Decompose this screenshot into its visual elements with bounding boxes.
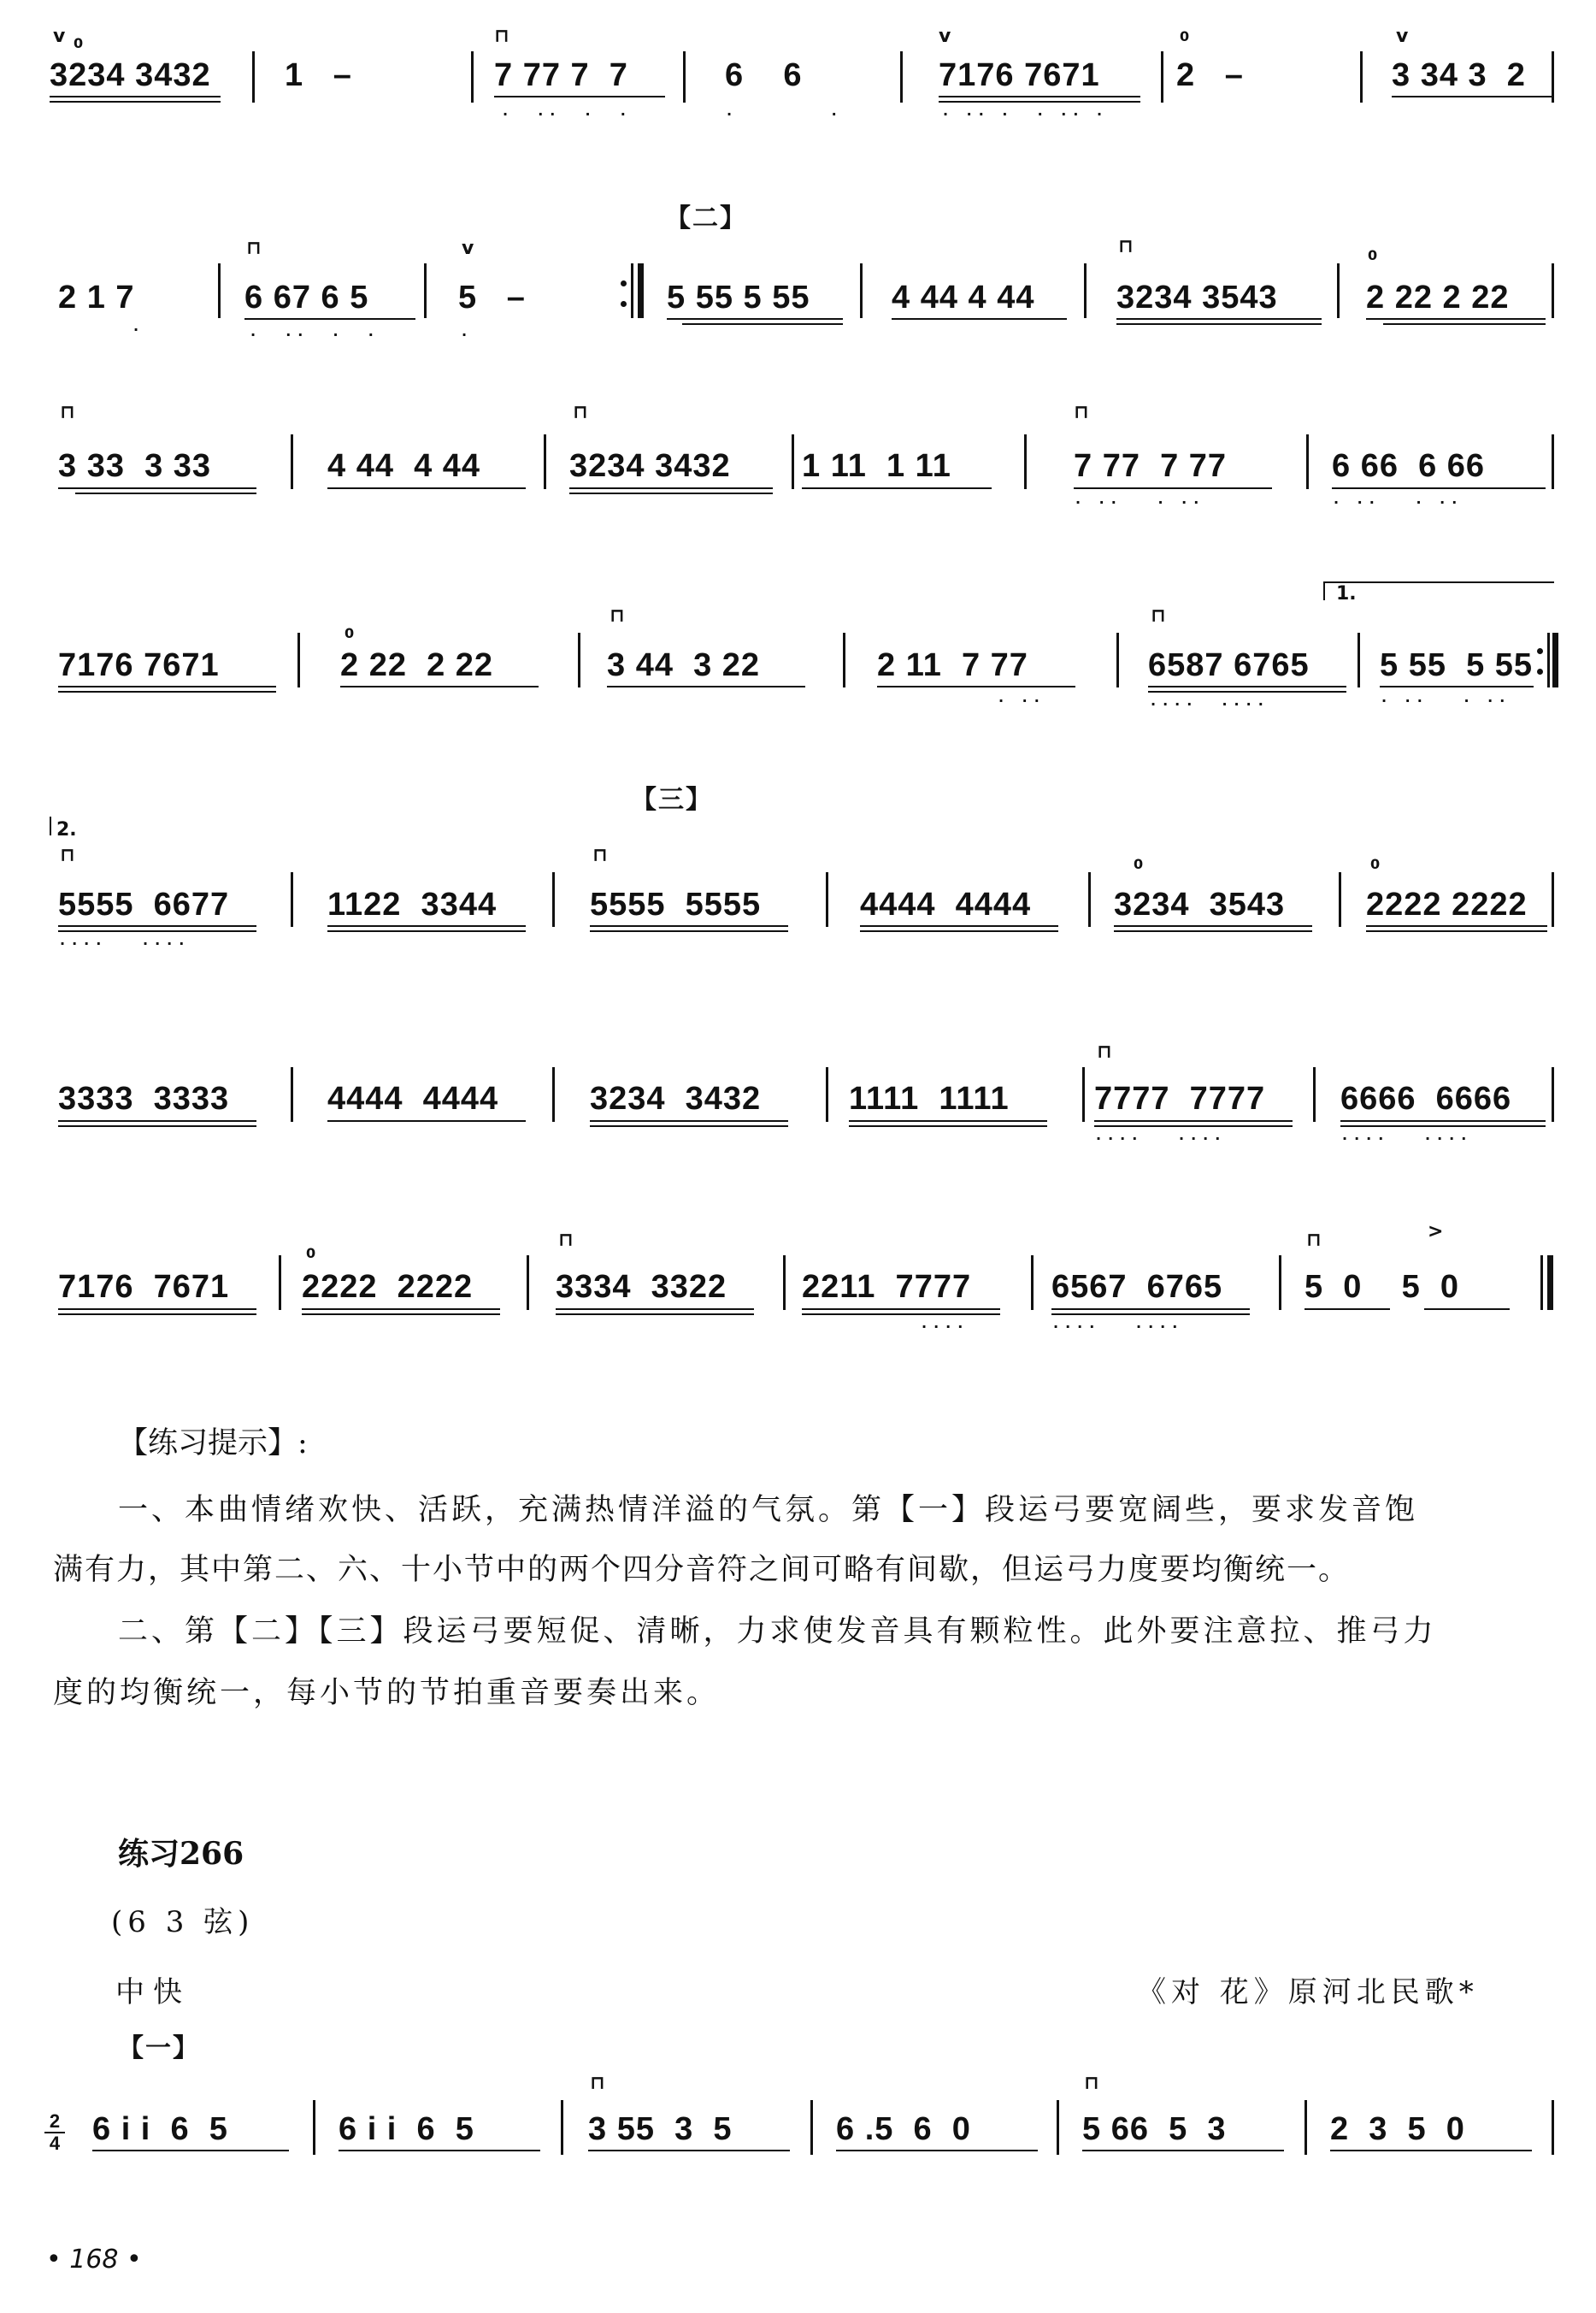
measure: 3 55 3 5 [588,2111,733,2147]
beam-line [1366,930,1547,932]
bow-down-mark: ⊓ [590,2073,605,2094]
bow-down-mark: ⊓ [573,402,588,423]
low-octave-dots: · ·· · ·· [1381,693,1512,709]
measure: 5555 5555 [590,887,762,923]
tips-paragraph-2-line-2: 度的均衡统一，每小节的节拍重音要奏出来。 [53,1676,721,1710]
measure: 7176 7671 [58,1269,230,1305]
measure: 2 22 2 22 [340,647,494,683]
bar-line [1337,263,1340,318]
measure: 6 i i 6 5 [92,2111,228,2147]
measure: 3333 3333 [58,1081,230,1117]
beam-line [1380,686,1534,687]
low-octave-dots: · [462,327,474,343]
bar-line [218,263,221,318]
bar-line [313,2100,315,2155]
bar-line [843,633,845,687]
measure: 7176 7671 [58,647,220,683]
fingering-mark: 0 [1370,856,1381,872]
measure: 5 66 5 3 [1082,2111,1227,2147]
beam-line [1082,2150,1284,2151]
measure: 3 33 3 33 [58,448,212,484]
bar-line [1161,51,1163,103]
bar-line [252,51,255,103]
low-octave-dots: · ·· [998,693,1046,709]
measure: 3 34 3 2 [1392,57,1526,93]
section-label: 【一】 [118,2033,200,2063]
score-system-2 [50,197,1554,368]
bar-line [1116,633,1119,687]
beam-line [588,2150,790,2151]
bar-line [1082,1067,1085,1122]
score-system-6 [50,1026,1554,1197]
repeat-bar-line [1552,633,1558,687]
low-octave-dots: ···· ···· [1342,1130,1474,1147]
tips-paragraph-1-line-1: 一、本曲情绪欢快、活跃，充满热情洋溢的气氛。第【一】段运弓要宽阔些，要求发音饱 [118,1493,1419,1527]
beam-line [58,691,276,693]
bar-line [1540,1255,1543,1310]
fingering-mark: 0 [1180,28,1190,44]
beam-line [58,1125,256,1127]
low-octave-dots: · · [727,106,844,122]
beam-line [802,487,992,489]
volta-number: 2. [56,819,77,841]
low-octave-dots: ···· [922,1319,970,1335]
beam-line [569,493,773,494]
measure: 1 11 1 11 [802,448,951,484]
beam-line [892,318,1067,320]
beam-line [1148,686,1346,687]
tempo-marking: 中快 [115,1975,191,2009]
measure: 3334 3322 [556,1269,727,1305]
measure: 7 77 7 7 [494,57,628,93]
beam-line [50,101,221,103]
measure: 2 1 7 [58,280,135,316]
beam-line [860,930,1058,932]
beam-line [1116,318,1322,320]
low-octave-dots: · ·· · · ·· · [943,106,1110,122]
low-octave-dots: · ·· · ·· [1075,494,1206,510]
measure: 6 67 6 5 [244,280,369,316]
fingering-mark: 0 [1368,247,1378,263]
bar-line [527,1255,529,1310]
volta-bracket [1323,581,1554,583]
beam-line [1340,1125,1546,1127]
low-octave-dots: ···· ···· [60,935,191,952]
measure: 6 .5 6 0 [836,2111,971,2147]
beam-line [1114,925,1312,927]
beam-line [58,487,256,489]
beam-line [590,930,788,932]
beam-line [1114,930,1312,932]
measure: 6666 6666 [1340,1081,1512,1117]
measure: 2 22 2 22 [1366,280,1510,316]
measure: 1111 1111 [849,1081,1010,1117]
bar-line [631,263,633,318]
bow-down-mark: ⊓ [494,26,509,47]
bar-line [544,434,546,489]
bar-line [1552,434,1554,489]
low-octave-dots: · [133,322,146,338]
bar-line [826,872,828,927]
bow-down-mark: ⊓ [1151,605,1166,627]
beam-line [1051,1313,1250,1315]
bar-line [291,872,293,927]
repeat-bar-line [638,263,644,318]
bar-line [1313,1067,1316,1122]
measure: 6587 6765 [1148,647,1310,683]
bar-line [552,1067,555,1122]
measure: 3234 3432 [569,448,731,484]
bow-down-mark: ⊓ [1306,1230,1322,1251]
beam-line [92,2150,289,2151]
bar-line [1306,434,1309,489]
beam-line [1094,1125,1293,1127]
measure: 4444 4444 [860,887,1032,923]
measure: 2 11 7 77 [877,647,1028,683]
repeat-dot [621,280,627,286]
measure: 5 0 5 0 [1304,1269,1459,1305]
measure: 5555 6677 [58,887,230,923]
beam-line [682,323,843,325]
measure: 1 – [285,57,352,93]
bar-line [1057,2100,1059,2155]
bow-down-mark: ⊓ [610,605,625,627]
score-system-4 [50,573,1554,744]
beam-line [1051,1308,1250,1310]
repeat-dot [1537,648,1543,654]
measure: 3 44 3 22 [607,647,761,683]
beam-line [58,1120,256,1122]
repeat-dot [621,301,627,307]
bar-line [291,1067,293,1122]
beam-line [58,686,276,687]
piece-source: 《对 花》原河北民歌* [1137,1975,1479,2009]
measure: 2211 7777 [802,1269,972,1305]
beam-line [1332,487,1546,489]
measure: 3234 3543 [1114,887,1286,923]
bar-line [792,434,794,489]
beam-line [802,1308,1000,1310]
measure: 4 44 4 44 [892,280,1035,316]
volta-number: 1. [1336,583,1357,605]
bar-line [826,1067,828,1122]
bar-line [297,633,300,687]
beam-line [590,1125,788,1127]
bow-up-mark: v [462,238,474,259]
beam-line [939,101,1140,103]
beam-line [556,1308,754,1310]
score-system-3 [50,393,1554,564]
tips-paragraph-2-line-1: 二、第【二】【三】段运弓要短促、清晰，力求使发音具有颗粒性。此外要注意拉、推弓力 [118,1614,1437,1649]
beam-line [58,1313,256,1315]
string-tuning: (6 3 弦) [111,1905,255,1939]
bow-down-mark: ⊓ [246,238,262,259]
bar-line [1304,2100,1307,2155]
beam-line [327,930,526,932]
bar-line [1088,872,1091,927]
bar-line [1547,633,1550,687]
bar-line [900,51,903,103]
time-signature-bottom: 4 [49,2133,61,2154]
measure: 3234 3543 [1116,280,1278,316]
beam-line [302,1308,500,1310]
bar-line [471,51,474,103]
beam-line [327,925,526,927]
beam-line [339,2150,540,2151]
page-number: • 168 • [46,2245,142,2275]
beam-line [327,1120,526,1122]
measure: 2 – [1176,57,1244,93]
beam-line [340,686,539,687]
beam-line [1366,925,1547,927]
measure: 7 77 7 77 [1074,448,1228,484]
exercise-title: 练习266 [118,1836,244,1872]
beam-line [1392,96,1554,97]
beam-line [302,1313,500,1315]
measure: 5 – [458,280,526,316]
bow-down-mark: ⊓ [592,845,608,866]
bar-line [561,2100,563,2155]
volta-bracket [50,817,51,835]
measure: 6 6 [725,57,803,93]
beam-line [1116,323,1322,325]
bar-line [552,872,555,927]
bow-down-mark: ⊓ [1074,402,1089,423]
bar-line [810,2100,813,2155]
bow-down-mark: ⊓ [60,845,75,866]
bar-line [1552,51,1554,103]
beam-line [849,1125,1047,1127]
beam-line [590,1120,788,1122]
bar-line [1084,263,1087,318]
measure: 6 66 6 66 [1332,448,1486,484]
measure: 2222 2222 [302,1269,474,1305]
beam-line [1148,691,1346,693]
beam-line [1340,1120,1546,1122]
bar-line [1552,872,1554,927]
beam-line [590,925,788,927]
score-system-5 [50,778,1554,952]
measure: 1122 3344 [327,887,498,923]
bar-line [683,51,686,103]
bow-down-mark: ⊓ [1084,2073,1099,2094]
score-system-7 [50,1214,1554,1385]
bow-up-mark: v [53,26,66,47]
bar-line [291,434,293,489]
bow-down-mark: ⊓ [1097,1041,1112,1063]
bar-line [1024,434,1027,489]
bar-line [783,1255,786,1310]
fingering-mark: 0 [345,625,355,641]
beam-line [1383,323,1546,325]
beam-line [569,487,773,489]
beam-line [556,1313,754,1315]
beam-line [494,96,665,97]
beam-line [244,318,415,320]
fingering-mark: 0 [1134,856,1144,872]
beam-line [860,925,1058,927]
beam-line [58,1308,256,1310]
bow-down-mark: ⊓ [60,402,75,423]
exercise-266-measures [50,2069,1554,2240]
tips-title: 【练习提示】: [118,1426,308,1460]
bar-line [1552,2100,1554,2155]
measure: 7176 7671 [939,57,1100,93]
measure: 5 55 5 55 [667,280,810,316]
accent-mark: > [1428,1221,1444,1242]
measure: 4444 4444 [327,1081,499,1117]
bar-line [279,1255,281,1310]
measure: 5 55 5 55 [1380,647,1534,683]
beam-line [877,686,1075,687]
measure: 2222 2222 [1366,887,1528,923]
bow-down-mark: ⊓ [1118,236,1134,257]
volta-bracket [1323,581,1325,600]
bar-line [860,263,863,318]
measure: 6 i i 6 5 [339,2111,474,2147]
bow-up-mark: v [1396,26,1409,47]
beam-line [58,930,256,932]
bar-line [578,633,580,687]
beam-line [1074,487,1272,489]
fingering-mark: 0 [74,35,84,51]
fingering-mark: 0 [306,1245,316,1261]
tips-paragraph-1-line-2: 满有力，其中第二、六、十小节中的两个四分音符之间可略有间歇，但运弓力度要均衡统一。 [53,1553,1351,1587]
beam-line [1304,1308,1390,1310]
beam-line [58,925,256,927]
time-signature-top: 2 [49,2110,61,2132]
beam-line [849,1120,1047,1122]
section-label: 【二】 [665,204,747,233]
beam-line [1424,1308,1510,1310]
low-octave-dots: ···· ···· [1096,1130,1228,1147]
bar-line [1339,872,1341,927]
low-octave-dots: ···· ···· [1053,1319,1185,1335]
measure: 4 44 4 44 [327,448,481,484]
bar-line [1031,1255,1034,1310]
measure: 7777 7777 [1094,1081,1266,1117]
beam-line [607,686,805,687]
bar-line [1360,51,1363,103]
final-bar-line [1547,1255,1553,1310]
bar-line [424,263,427,318]
beam-line [1094,1120,1293,1122]
measure: 6567 6765 [1051,1269,1223,1305]
beam-line [50,96,221,97]
repeat-dot [1537,669,1543,675]
beam-line [802,1313,1000,1315]
bar-line [1357,633,1360,687]
bow-down-mark: ⊓ [558,1230,574,1251]
bar-line [1279,1255,1281,1310]
beam-line [939,96,1140,97]
measure: 3234 3432 [50,57,211,93]
score-system-1 [50,26,1554,197]
low-octave-dots: · ·· · · [503,106,633,122]
low-octave-dots: · ·· · ·· [1334,494,1464,510]
measure: 3234 3432 [590,1081,762,1117]
bar-line [1552,263,1554,318]
beam-line [75,493,256,494]
bar-line [1552,1067,1554,1122]
low-octave-dots: ···· ···· [1151,696,1270,712]
beam-line [1366,318,1546,320]
low-octave-dots: · ·· · · [250,327,380,343]
measure: 2 3 5 0 [1330,2111,1465,2147]
beam-line [836,2150,1038,2151]
beam-line [327,487,526,489]
section-label: 【三】 [631,785,713,815]
bow-up-mark: v [939,26,951,47]
beam-line [1330,2150,1532,2151]
beam-line [667,318,843,320]
